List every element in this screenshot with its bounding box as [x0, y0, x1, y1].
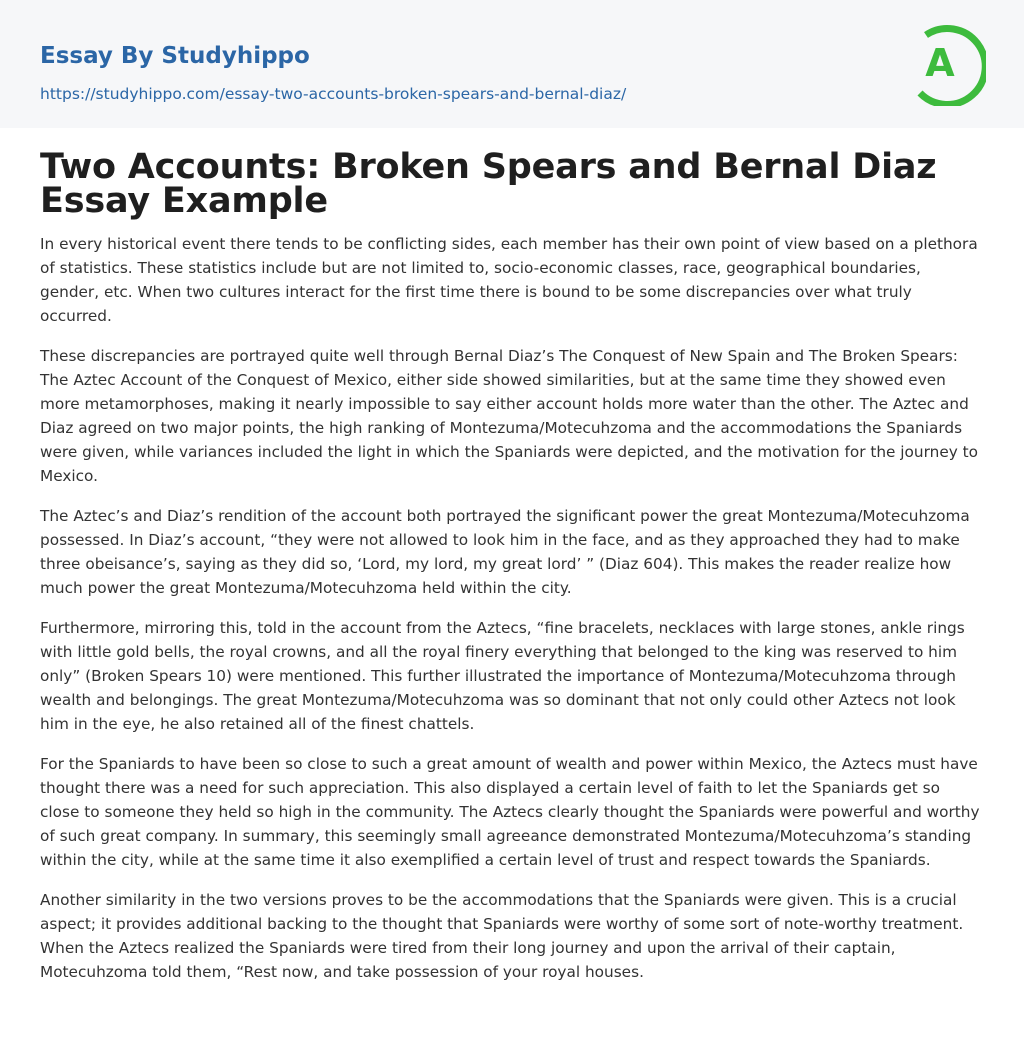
studyhippo-logo-icon[interactable] [912, 18, 986, 106]
essay-paragraph-6: Another similarity in the two versions proves to be the accommodations that the Spaniards were given. This is a crucial aspect; it provides additional backing to the thought that Spaniards were worthy of some sort of note-worthy treatment. When the Aztecs realized the Spaniards were tired from their long journey and upon the arrival of their captain, Motecuhzoma told them, “Rest now, and take possession of your royal houses. [40, 891, 964, 981]
source-url-link[interactable]: https://studyhippo.com/essay-two-accounts-broken-spears-and-bernal-diaz/ [40, 85, 627, 103]
essay-title: Two Accounts: Broken Spears and Bernal Diaz Essay Example [40, 147, 937, 221]
site-header [0, 0, 1024, 128]
essay-paragraph-4: Furthermore, mirroring this, told in the account from the Aztecs, “fine bracelets, necklaces with large stones, ankle rings with little gold bells, the royal crowns, and all the royal finery everything that belonged to the king was reserved to him only” (Broken Spears 10) were mentioned. This further illustrated the importance of Montezuma/Motecuhzoma through wealth and belongings. The great Montezuma/Motecuhzoma was so dominant that not only could other Aztecs not look him in the eye, he also retained all of the finest chattels. [40, 619, 965, 733]
essay-paragraph-5: For the Spaniards to have been so close to such a great amount of wealth and power within Mexico, the Aztecs must have thought there was a need for such appreciation. This also displayed a certain level of faith to let the Spaniards get so close to someone they held so high in the community. The Aztecs clearly thought the Spaniards were powerful and worthy of such great company. In summary, this seemingly small agreeance demonstrated Montezuma/Motecuhzoma’s standing within the city, while at the same time it also exemplified a certain level of trust and respect towards the Spaniards. [40, 755, 980, 869]
site-title[interactable]: Essay By Studyhippo [40, 43, 310, 69]
logo-letter: A [925, 41, 955, 85]
essay-paragraph-1: In every historical event there tends to be conflicting sides, each member has their own point of view based on a plethora of statistics. These statistics include but are not limited to, socio-economic classes, race, geographical boundaries, gender, etc. When two cultures interact for the first time there is bound to be some discrepancies over what truly occurred. [40, 235, 978, 325]
essay-paragraph-2: These discrepancies are portrayed quite well through Bernal Diaz’s The Conquest of New Spain and The Broken Spears: The Aztec Account of the Conquest of Mexico, either side showed similarities, but at the same time they showed even more metamorphoses, making it nearly impossible to say either account holds more water than the other. The Aztec and Diaz agreed on two major points, the high ranking of Montezuma/Motecuhzoma and the accommodations the Spaniards were given, while variances included the light in which the Spaniards were depicted, and the motivation for the journey to Mexico. [40, 347, 979, 485]
essay-paragraph-3: The Aztec’s and Diaz’s rendition of the account both portrayed the significant power the great Montezuma/Motecuhzoma possessed. In Diaz’s account, “they were not allowed to look him in the face, and as they approached they had to make three obeisance’s, saying as they did so, ‘Lord, my lord, my great lord’ ” (Diaz 604). This makes the reader realize how much power the great Montezuma/Motecuhzoma held within the city. [40, 507, 970, 597]
article [40, 147, 984, 1000]
